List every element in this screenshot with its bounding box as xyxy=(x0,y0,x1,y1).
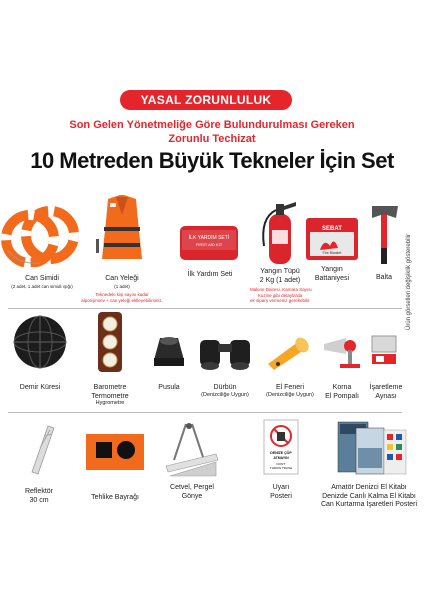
item-label-3: Can Kurtarma İşaretleri Posteri xyxy=(320,501,418,508)
item-note: (Denizciliğe Uygun) xyxy=(201,391,249,398)
item-red-note: ek siparş vermeniz gerekebilir. xyxy=(250,298,311,303)
item-radar-reflector xyxy=(4,414,74,505)
item-binoculars xyxy=(190,330,260,398)
item-signal-mirror xyxy=(362,330,410,401)
item-note: (Denizciliğe Uygun) xyxy=(266,391,314,398)
first-aid-kit-icon xyxy=(170,222,250,264)
item-handbooks xyxy=(314,418,424,510)
danger-flag-icon xyxy=(78,430,152,474)
item-label-3: Hygrometre xyxy=(95,400,125,406)
item-label: Amatör Denizci El Kitabı xyxy=(331,484,407,491)
handbooks-icon xyxy=(314,418,424,478)
item-label: Can Simidi xyxy=(25,275,59,282)
item-flashlight xyxy=(258,330,322,398)
blanket-brand: SEBAT xyxy=(322,226,342,232)
item-label: Yangın Tüpü xyxy=(260,268,300,275)
item-note: (2 adet, 1 adet can simidi ışığı) xyxy=(11,283,73,289)
item-label: Barometre xyxy=(93,384,127,391)
item-label: Cetvel, Pergel xyxy=(170,484,214,491)
item-danger-flag xyxy=(78,430,152,503)
item-note: (1 adet) xyxy=(114,283,130,289)
ruler-set-icon xyxy=(156,420,228,478)
item-compass xyxy=(144,330,194,393)
item-label-2: Denizde Canlı Kalma El Kitabı xyxy=(322,492,416,500)
poster-text-2: ATMAYIN xyxy=(273,456,289,460)
item-ruler-set xyxy=(156,420,228,501)
kit-text-2: FIRST AID KIT xyxy=(195,242,223,247)
item-label: Reflektör xyxy=(24,488,53,495)
item-label-2: El Pompalı xyxy=(325,392,359,400)
item-label-2: Termometre xyxy=(91,392,129,400)
item-label: Dürbün xyxy=(213,384,237,391)
item-anchor-ball xyxy=(0,310,80,393)
item-label-2: Battaniyesi xyxy=(314,274,350,282)
item-label: Can Yeleği xyxy=(105,275,139,282)
poster-text-4: THROW TRASH xyxy=(269,466,293,470)
item-label-2: Aynası xyxy=(375,392,397,400)
subtitle-line-2: Zorunlu Techizat xyxy=(168,133,256,145)
item-label: Yangın xyxy=(321,266,343,273)
item-barometer xyxy=(78,310,142,407)
item-axe xyxy=(362,200,406,283)
poster-text-1: DENİZE ÇÖP xyxy=(270,451,292,455)
item-label: Tehlike Bayrağı xyxy=(91,494,139,501)
item-label-2: Posteri xyxy=(270,492,292,500)
item-label-2: 2 Kg (1 adet) xyxy=(259,276,301,284)
flashlight-icon xyxy=(258,330,322,374)
item-label: İlk Yardım Seti xyxy=(187,271,233,278)
item-label: Uyarı xyxy=(272,484,290,491)
blanket-text: Fire Blanket xyxy=(322,251,342,255)
item-label: El Feneri xyxy=(275,384,304,391)
warning-poster-icon xyxy=(252,418,310,478)
divider xyxy=(8,308,402,309)
binoculars-icon xyxy=(190,330,260,374)
page-title: 10 Metreden Büyük Tekneler İçin Set xyxy=(30,148,394,173)
item-red-note: alporişinsev + can yeleği eklleyebilirsiniz. xyxy=(81,297,163,303)
barometer-icon xyxy=(78,310,142,374)
legal-requirement-badge: YASAL ZORUNLULUK xyxy=(120,90,292,110)
item-label: Korna xyxy=(332,384,352,391)
subtitle xyxy=(20,118,404,146)
item-warning-poster xyxy=(252,418,310,501)
item-fire-blanket xyxy=(300,210,364,283)
poster-text-3: DON'T xyxy=(276,462,286,466)
side-disclaimer: Ürün görselleri değişiklik gösterebilir xyxy=(406,233,412,330)
item-red-note: Kuzine gibi detaylarda xyxy=(257,292,303,298)
air-horn-icon xyxy=(316,330,368,374)
subtitle-line-1: Son Gelen Yönetmeliğe Göre Bulundurulması Gereken xyxy=(69,119,355,131)
life-ring-icon xyxy=(0,205,84,267)
item-first-aid-kit xyxy=(170,222,250,280)
kit-text-1: İLK YARDIM SETİ xyxy=(188,235,230,241)
item-air-horn xyxy=(316,330,368,401)
item-label: İşaretleme xyxy=(369,384,403,391)
divider xyxy=(8,412,402,413)
item-label-2: 30 cm xyxy=(29,496,49,504)
item-label: Demir Küresi xyxy=(19,384,61,391)
fire-blanket-icon xyxy=(300,210,364,264)
item-life-ring xyxy=(0,205,84,289)
life-jacket-icon xyxy=(80,193,164,267)
radar-reflector-icon xyxy=(4,414,74,476)
item-label: Pusula xyxy=(158,384,180,391)
axe-icon xyxy=(362,200,406,266)
item-label: Balta xyxy=(376,274,392,281)
signal-mirror-icon xyxy=(362,330,410,374)
anchor-ball-icon xyxy=(0,310,80,372)
compass-icon xyxy=(144,330,194,374)
item-life-jacket xyxy=(80,193,164,303)
item-red-note: Makine Dairesi, Kamara Sayısı xyxy=(250,287,312,292)
item-red-note: Teknedeki kişi sayısı kadar xyxy=(95,292,149,297)
item-label-2: Gönye xyxy=(181,492,203,500)
